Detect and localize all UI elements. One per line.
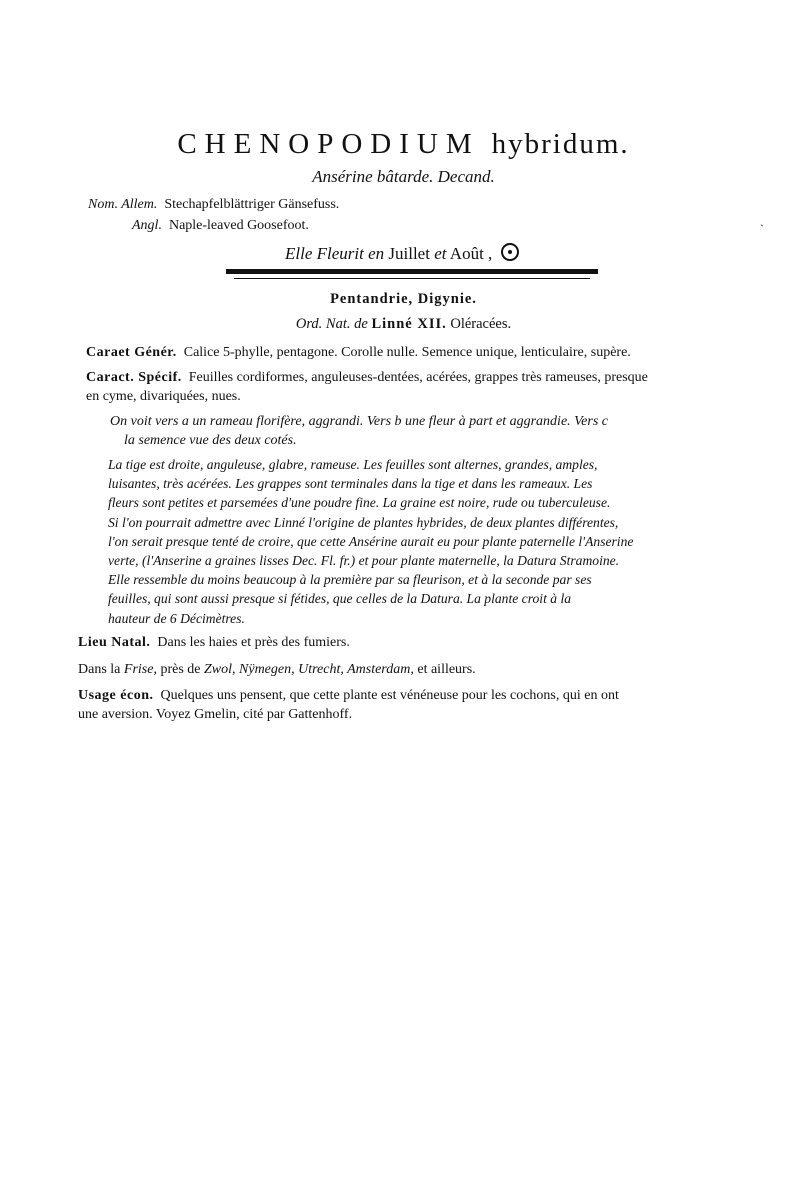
native-habitat: [78, 633, 350, 652]
economic-use-text-2: une aversion. Voyez Gmelin, cité par Gattenhoff.: [78, 707, 353, 722]
natural-order: Ord. Nat. de Linné XII. Oléracées.: [295, 316, 512, 332]
flowering-line: [285, 243, 519, 264]
description-line: luisantes, très acérées. Les grappes sont terminales dans la tige et dans les rameaux. Les: [108, 476, 593, 492]
figure-note: On voit vers a un rameau florifère, aggrandi. Vers b une fleur à part et aggrandie. Vers c la semence vue des deux cotés.: [110, 414, 608, 448]
locations-line: Dans la Frise, près de Zwol, Nÿmegen, Utrecht, Amsterdam, et ailleurs.: [78, 662, 476, 677]
english-name: Naple-leaved Goosefoot.: [168, 218, 309, 233]
description-line: Elle ressemble du moins beaucoup à la première par sa fleurison, et à la seconde par ses: [108, 572, 592, 588]
thin-divider: [234, 278, 590, 279]
description-line: La tige est droite, anguleuse, glabre, rameuse. Les feuilles sont alternes, grandes, amples,: [108, 457, 598, 472]
english-name-line: [132, 218, 309, 234]
genus-name: CHENOPODIUM: [177, 128, 480, 160]
specific-character-text-2: en cyme, divariquées, nues.: [86, 389, 241, 404]
native-habitat-label: Lieu Natal.: [78, 635, 151, 650]
german-label: Nom. Allem.: [88, 197, 158, 212]
french-name: Ansérine bâtarde. Decand.: [312, 167, 495, 186]
description-line: verte, (l'Anserine a graines lisses Dec. Fl. fr.) et pour plante maternelle, la Datura Stramoine.: [108, 553, 620, 569]
economic-use-text-1: Quelques uns pensent, que cette plante est vénéneuse pour les cochons, qui en ont: [160, 688, 619, 703]
thick-divider: [226, 269, 598, 274]
description-line: fleurs sont petites et parsemées d'une poudre fine. La graine est noire, rude ou tuberculeuse.: [108, 495, 611, 511]
generic-character-text: Calice 5-phylle, pentagone. Corolle nulle. Semence unique, lenticulaire, supère.: [183, 345, 631, 360]
page-title: [0, 128, 807, 161]
flowering-label: Elle Fleurit: [285, 244, 364, 263]
description-line: l'on serait presque tenté de croire, que cette Ansérine aurait eu pour plante paternelle l'Anserine: [108, 533, 634, 549]
flowering-et: et: [434, 244, 447, 263]
flowering-month-2: Août ,: [449, 244, 493, 263]
economic-use-label: Usage écon.: [78, 688, 154, 703]
stray-mark: `: [760, 222, 764, 236]
generic-character: [86, 343, 631, 362]
german-name-line: [88, 197, 339, 213]
specific-character-label: Caract. Spécif.: [86, 370, 182, 385]
generic-character-label: Caraet Génér.: [86, 345, 177, 360]
native-habitat-text: Dans les haies et près des fumiers.: [157, 635, 350, 650]
description-line: feuilles, qui sont aussi presque si fétides, que celles de la Datura. La plante croit à la: [108, 591, 572, 607]
description-line: Si l'on pourrait admettre avec Linné l'origine de plantes hybrides, de deux plantes différentes,: [108, 514, 619, 530]
specific-character: [86, 368, 648, 406]
economic-use: [78, 686, 619, 724]
english-label: Angl.: [132, 218, 162, 233]
german-name: Stechapfelblättriger Gänsefuss.: [164, 197, 340, 212]
specific-character-text-1: Feuilles cordiformes, anguleuses-dentées, acérées, grappes très rameuses, presque: [188, 370, 648, 385]
species-name: hybridum.: [491, 128, 630, 160]
description-line: hauteur de 6 Décimètres.: [108, 610, 245, 626]
linnaean-class: Pentandrie, Digynie.: [330, 291, 477, 307]
locations-list: Zwol, Nÿmegen, Utrecht, Amsterdam,: [204, 662, 414, 677]
description-paragraph: [108, 455, 633, 628]
annual-symbol-icon: [501, 243, 519, 261]
flowering-en: en: [368, 244, 385, 263]
flowering-month-1: Juillet: [388, 244, 430, 263]
